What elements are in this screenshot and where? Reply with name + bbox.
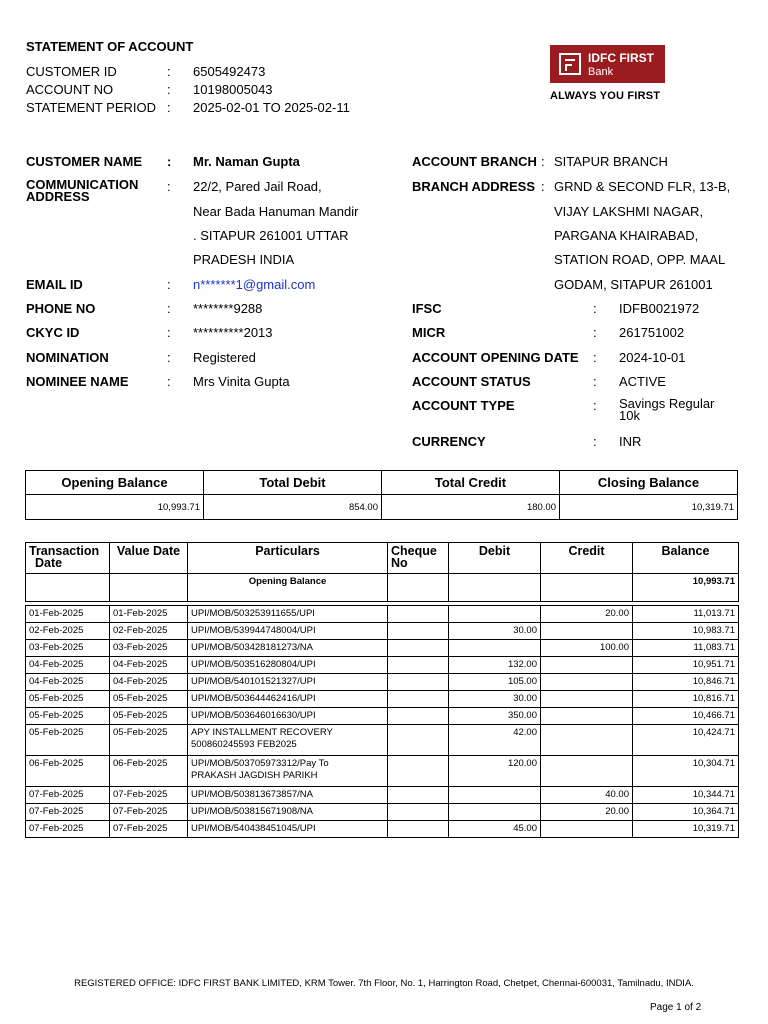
- address-line: 22/2, Pared Jail Road,: [193, 179, 322, 194]
- separator: :: [167, 301, 171, 316]
- value-date-cell: 07-Feb-2025: [110, 787, 188, 804]
- address-label-line2: ADDRESS: [26, 189, 90, 204]
- particulars-line: PRAKASH JAGDISH PARIKH: [191, 770, 318, 781]
- separator: :: [167, 350, 171, 365]
- credit-cell: [541, 674, 633, 691]
- value-date-cell: 03-Feb-2025: [110, 640, 188, 657]
- credit-cell: 40.00: [541, 787, 633, 804]
- summary-header-cell: Total Debit: [204, 471, 382, 495]
- opening-date-value: 2024-10-01: [619, 350, 686, 365]
- credit-cell: 20.00: [541, 606, 633, 623]
- value-date-cell: 01-Feb-2025: [110, 606, 188, 623]
- table-cell: [110, 574, 188, 602]
- particulars-cell: [188, 657, 388, 674]
- balance-cell: 10,846.71: [633, 674, 739, 691]
- balance-cell: 11,083.71: [633, 640, 739, 657]
- cheque-cell: [388, 623, 449, 640]
- value-date-cell: 05-Feb-2025: [110, 708, 188, 725]
- cheque-cell: [388, 756, 449, 787]
- account-status-label: ACCOUNT STATUS: [412, 374, 531, 389]
- balance-cell: 10,304.71: [633, 756, 739, 787]
- particulars-cell: [188, 623, 388, 640]
- col-header-debit: Debit: [449, 543, 541, 574]
- address-line: PRADESH INDIA: [193, 252, 295, 267]
- currency-value: INR: [619, 434, 642, 449]
- nominee-value: Mrs Vinita Gupta: [193, 374, 290, 389]
- cheque-cell: [388, 674, 449, 691]
- opening-date-label: ACCOUNT OPENING DATE: [412, 350, 579, 365]
- particulars-line: UPI/MOB/540101521327/UPI: [191, 676, 316, 687]
- table-row: [26, 640, 739, 657]
- credit-cell: [541, 657, 633, 674]
- separator: :: [167, 82, 171, 97]
- credit-cell: [541, 623, 633, 640]
- debit-cell: 350.00: [449, 708, 541, 725]
- bank-logo-line2: Bank: [588, 66, 614, 78]
- email-link[interactable]: n*******1@gmail.com: [193, 277, 316, 292]
- table-row: [26, 606, 739, 623]
- address-line: Near Bada Hanuman Mandir: [193, 204, 359, 219]
- particulars-cell: [188, 640, 388, 657]
- txn-date-cell: 02-Feb-2025: [26, 623, 110, 640]
- separator: :: [593, 301, 597, 316]
- debit-cell: [449, 804, 541, 821]
- value-date-cell: 07-Feb-2025: [110, 804, 188, 821]
- summary-header-cell: Opening Balance: [26, 471, 204, 495]
- balance-cell: 10,319.71: [633, 821, 739, 838]
- separator: :: [167, 277, 171, 292]
- account-type-label: ACCOUNT TYPE: [412, 398, 515, 413]
- separator: :: [593, 350, 597, 365]
- bank-tagline: ALWAYS YOU FIRST: [550, 90, 661, 102]
- separator: :: [541, 154, 545, 169]
- separator: :: [541, 179, 545, 194]
- ckyc-label: CKYC ID: [26, 325, 80, 340]
- value-date-cell: 04-Feb-2025: [110, 674, 188, 691]
- txn-date-cell: 04-Feb-2025: [26, 657, 110, 674]
- branch-address-line: GODAM, SITAPUR 261001: [554, 277, 713, 292]
- nomination-label: NOMINATION: [26, 350, 109, 365]
- particulars-cell: [188, 725, 388, 756]
- col-header-particulars: Particulars: [188, 543, 388, 574]
- particulars-cell: [188, 756, 388, 787]
- table-row: [26, 787, 739, 804]
- nominee-label: NOMINEE NAME: [26, 374, 129, 389]
- balance-cell: 10,816.71: [633, 691, 739, 708]
- credit-cell: 20.00: [541, 804, 633, 821]
- particulars-line: UPI/MOB/503644462416/UPI: [191, 693, 316, 704]
- account-branch-value: SITAPUR BRANCH: [554, 154, 668, 169]
- account-no-value: 10198005043: [193, 82, 273, 97]
- col-header-txn-date: [26, 543, 110, 574]
- txn-date-cell: 07-Feb-2025: [26, 787, 110, 804]
- bank-logo: [550, 45, 665, 83]
- credit-cell: [541, 756, 633, 787]
- table-cell: [449, 574, 541, 602]
- value-date-cell: 02-Feb-2025: [110, 623, 188, 640]
- cheque-cell: [388, 725, 449, 756]
- debit-cell: [449, 640, 541, 657]
- customer-id-value: 6505492473: [193, 64, 266, 79]
- address-label: [26, 179, 138, 203]
- table-row: [26, 708, 739, 725]
- currency-label: CURRENCY: [412, 434, 486, 449]
- separator: :: [167, 179, 171, 194]
- branch-address-line: VIJAY LAKSHMI NAGAR,: [554, 204, 704, 219]
- address-label-line1: COMMUNICATION: [26, 177, 139, 192]
- transactions-table: [25, 542, 739, 838]
- bank-logo-line1: IDFC FIRST: [588, 51, 654, 65]
- particulars-cell: [188, 691, 388, 708]
- value-date-cell: 04-Feb-2025: [110, 657, 188, 674]
- credit-cell: 100.00: [541, 640, 633, 657]
- credit-cell: [541, 725, 633, 756]
- particulars-line: APY INSTALLMENT RECOVERY: [191, 727, 333, 738]
- particulars-line: UPI/MOB/503253911655/UPI: [191, 608, 315, 619]
- account-type-line2: 10k: [619, 408, 640, 423]
- debit-cell: 42.00: [449, 725, 541, 756]
- txn-date-cell: 05-Feb-2025: [26, 708, 110, 725]
- txn-date-cell: 06-Feb-2025: [26, 756, 110, 787]
- balance-cell: 10,951.71: [633, 657, 739, 674]
- particulars-line: 500860245593 FEB2025: [191, 739, 297, 750]
- debit-cell: [449, 787, 541, 804]
- ifsc-label: IFSC: [412, 301, 442, 316]
- balance-cell: 10,466.71: [633, 708, 739, 725]
- opening-balance-row: [26, 574, 739, 602]
- table-row: [26, 756, 739, 787]
- branch-address-label: BRANCH ADDRESS: [412, 179, 536, 194]
- particulars-cell: [188, 804, 388, 821]
- table-row: [26, 674, 739, 691]
- phone-label: PHONE NO: [26, 301, 96, 316]
- col-header-cheque: [388, 543, 449, 574]
- account-type-value: [619, 398, 714, 422]
- txn-date-cell: 05-Feb-2025: [26, 725, 110, 756]
- balance-cell: 10,344.71: [633, 787, 739, 804]
- table-cell: [26, 574, 110, 602]
- txn-date-cell: 05-Feb-2025: [26, 691, 110, 708]
- opening-balance-amount: 10,993.71: [633, 574, 739, 602]
- separator: :: [593, 325, 597, 340]
- col-header-txn-date-line1: Transaction: [29, 544, 100, 558]
- total-debit-value: 854.00: [204, 495, 382, 520]
- debit-cell: 132.00: [449, 657, 541, 674]
- account-status-value: ACTIVE: [619, 374, 666, 389]
- debit-cell: 120.00: [449, 756, 541, 787]
- micr-value: 261751002: [619, 325, 685, 340]
- debit-cell: 45.00: [449, 821, 541, 838]
- value-date-cell: 06-Feb-2025: [110, 756, 188, 787]
- separator: :: [167, 325, 171, 340]
- cheque-cell: [388, 804, 449, 821]
- value-date-cell: 05-Feb-2025: [110, 725, 188, 756]
- summary-header-row: [26, 471, 738, 495]
- separator: :: [167, 154, 172, 169]
- particulars-cell: [188, 606, 388, 623]
- value-date-cell: 05-Feb-2025: [110, 691, 188, 708]
- txn-date-cell: 03-Feb-2025: [26, 640, 110, 657]
- account-no-label: ACCOUNT NO: [26, 82, 114, 97]
- table-row: [26, 691, 739, 708]
- statement-period-label: STATEMENT PERIOD: [26, 100, 157, 115]
- particulars-cell: [188, 821, 388, 838]
- email-label: EMAIL ID: [26, 277, 83, 292]
- particulars-line: UPI/MOB/539944748004/UPI: [191, 625, 316, 636]
- separator: :: [593, 374, 597, 389]
- particulars-cell: [188, 674, 388, 691]
- cheque-cell: [388, 691, 449, 708]
- statement-title: STATEMENT OF ACCOUNT: [26, 39, 194, 54]
- debit-cell: 105.00: [449, 674, 541, 691]
- balance-cell: 11,013.71: [633, 606, 739, 623]
- col-header-cheque-line1: Cheque: [391, 544, 437, 558]
- table-row: [26, 725, 739, 756]
- branch-address-line: PARGANA KHAIRABAD,: [554, 228, 699, 243]
- particulars-line: UPI/MOB/503705973312/Pay To: [191, 758, 329, 769]
- separator: :: [167, 374, 171, 389]
- bank-logo-icon: [559, 53, 581, 75]
- customer-id-label: CUSTOMER ID: [26, 64, 117, 79]
- ifsc-value: IDFB0021972: [619, 301, 700, 316]
- total-credit-value: 180.00: [382, 495, 560, 520]
- customer-name-label: CUSTOMER NAME: [26, 154, 143, 169]
- account-type-line1: Savings Regular: [619, 396, 715, 411]
- credit-cell: [541, 821, 633, 838]
- credit-cell: [541, 691, 633, 708]
- credit-cell: [541, 708, 633, 725]
- balance-summary-table: [25, 470, 738, 520]
- statement-period-value: 2025-02-01 TO 2025-02-11: [193, 100, 350, 115]
- table-row: [26, 804, 739, 821]
- particulars-line: UPI/MOB/540438451045/UPI: [191, 823, 316, 834]
- opening-balance-value: 10,993.71: [26, 495, 204, 520]
- col-header-txn-date-line2: Date: [35, 556, 63, 570]
- particulars-line: UPI/MOB/503815671908/NA: [191, 806, 313, 817]
- value-date-cell: 07-Feb-2025: [110, 821, 188, 838]
- ckyc-value: **********2013: [193, 325, 273, 340]
- txn-date-cell: 04-Feb-2025: [26, 674, 110, 691]
- phone-value: ********9288: [193, 301, 263, 316]
- customer-name-value: Mr. Naman Gupta: [193, 154, 300, 169]
- branch-address-line: STATION ROAD, OPP. MAAL: [554, 252, 726, 267]
- summary-header-cell: Total Credit: [382, 471, 560, 495]
- balance-cell: 10,364.71: [633, 804, 739, 821]
- cheque-cell: [388, 657, 449, 674]
- balance-cell: 10,424.71: [633, 725, 739, 756]
- table-cell: [388, 574, 449, 602]
- registered-office-footer: REGISTERED OFFICE: IDFC FIRST BANK LIMITED, KRM Tower. 7th Floor, No. 1, Harrington Road, Chetpet, Chennai-600031, Tamilnadu, INDIA.: [74, 978, 694, 989]
- separator: :: [167, 100, 171, 115]
- col-header-balance: Balance: [633, 543, 739, 574]
- cheque-cell: [388, 708, 449, 725]
- address-line: . SITAPUR 261001 UTTAR: [193, 228, 349, 243]
- debit-cell: 30.00: [449, 691, 541, 708]
- separator: :: [593, 398, 597, 413]
- balance-cell: 10,983.71: [633, 623, 739, 640]
- separator: :: [593, 434, 597, 449]
- closing-balance-value: 10,319.71: [560, 495, 738, 520]
- txn-date-cell: 07-Feb-2025: [26, 804, 110, 821]
- summary-value-row: [26, 495, 738, 520]
- cheque-cell: [388, 640, 449, 657]
- particulars-cell: [188, 708, 388, 725]
- table-row: [26, 821, 739, 838]
- account-branch-label: ACCOUNT BRANCH: [412, 154, 537, 169]
- opening-balance-label: Opening Balance: [188, 574, 388, 602]
- page-number: Page 1 of 2: [650, 1002, 702, 1013]
- particulars-line: UPI/MOB/503813673857/NA: [191, 789, 313, 800]
- txn-date-cell: 01-Feb-2025: [26, 606, 110, 623]
- separator: :: [167, 64, 171, 79]
- table-cell: [541, 574, 633, 602]
- col-header-value-date: Value Date: [110, 543, 188, 574]
- particulars-cell: [188, 787, 388, 804]
- nomination-value: Registered: [193, 350, 256, 365]
- particulars-line: UPI/MOB/503428181273/NA: [191, 642, 313, 653]
- micr-label: MICR: [412, 325, 446, 340]
- cheque-cell: [388, 606, 449, 623]
- debit-cell: 30.00: [449, 623, 541, 640]
- txn-date-cell: 07-Feb-2025: [26, 821, 110, 838]
- debit-cell: [449, 606, 541, 623]
- summary-header-cell: Closing Balance: [560, 471, 738, 495]
- particulars-line: UPI/MOB/503516280804/UPI: [191, 659, 316, 670]
- particulars-line: UPI/MOB/503646016630/UPI: [191, 710, 316, 721]
- cheque-cell: [388, 821, 449, 838]
- col-header-credit: Credit: [541, 543, 633, 574]
- col-header-cheque-line2: No: [391, 556, 408, 570]
- cheque-cell: [388, 787, 449, 804]
- table-row: [26, 623, 739, 640]
- branch-address-line: GRND & SECOND FLR, 13-B,: [554, 179, 731, 194]
- transactions-header-row: [26, 543, 739, 574]
- table-row: [26, 657, 739, 674]
